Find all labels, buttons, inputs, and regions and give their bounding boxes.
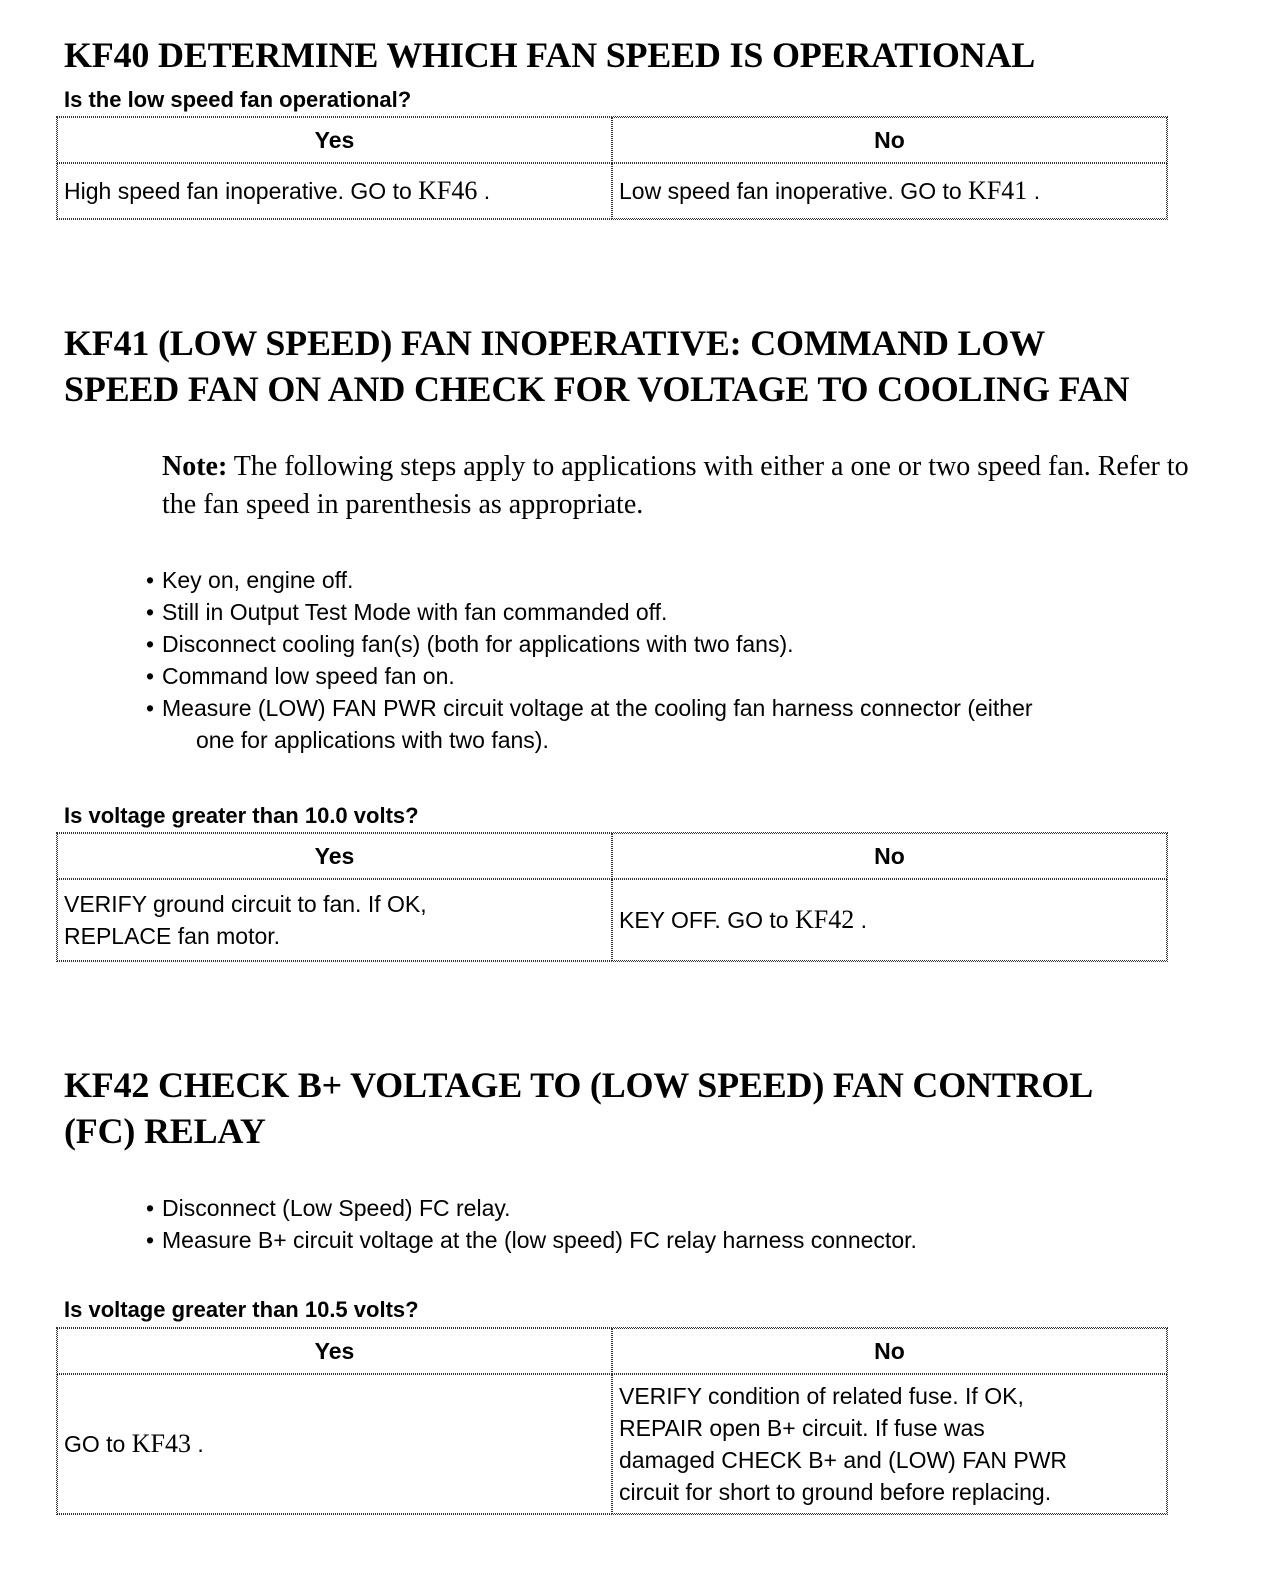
kf42-heading-line-1: KF42 CHECK B+ VOLTAGE TO (LOW SPEED) FAN CONTROL [64,1065,1094,1105]
kf42-link[interactable]: KF42 [794,905,855,934]
list-item [146,660,1236,692]
yes-header: Yes [57,117,612,163]
no-text: Low speed fan inoperative. GO to [619,178,962,204]
table-header-row [57,117,1167,163]
no-tail: . [860,907,867,933]
no-text: KEY OFF. GO to [619,907,789,933]
no-cell [612,1374,1167,1514]
kf41-steps-list [146,564,1236,756]
kf41-yes-no-table [56,832,1168,962]
kf42-heading-line-2: (FC) RELAY [64,1111,266,1151]
yes-text: High speed fan inoperative. GO to [64,178,412,204]
kf40-yes-no-table [56,116,1168,220]
step-text: Command low speed fan on. [162,663,455,689]
table-row [57,879,1167,961]
no-line-2: REPAIR open B+ circuit. If fuse was [619,1415,985,1441]
yes-header: Yes [57,833,612,879]
yes-cell [57,879,612,961]
yes-cell [57,163,612,219]
yes-tail: . [197,1431,204,1457]
list-item [146,1192,1236,1224]
step-text-continued: one for applications with two fans). [196,727,549,753]
kf46-link[interactable]: KF46 [418,176,478,205]
list-item [146,564,1236,596]
no-line-1: VERIFY condition of related fuse. If OK, [619,1383,1024,1409]
kf41-note [162,448,1222,524]
kf41-question: Is voltage greater than 10.0 volts? [64,803,419,828]
yes-line-2: REPLACE fan motor. [64,923,281,949]
yes-header: Yes [57,1328,612,1374]
step-text: Key on, engine off. [162,567,354,593]
kf41-heading-line-1: KF41 (LOW SPEED) FAN INOPERATIVE: COMMAND LOW [64,323,1046,363]
yes-cell [57,1374,612,1514]
table-row [57,1374,1167,1514]
list-item [146,628,1236,660]
kf41-heading [64,320,1129,412]
no-header: No [612,1328,1167,1374]
list-item [146,1224,1236,1256]
kf42-yes-no-table [56,1327,1168,1515]
kf41-link[interactable]: KF41 [968,176,1028,205]
no-line-4: circuit for short to ground before replacing. [619,1479,1052,1505]
step-text: Measure (LOW) FAN PWR circuit voltage at the cooling fan harness connector (either [162,695,1033,721]
no-line-3: damaged CHECK B+ and (LOW) FAN PWR [619,1447,1068,1473]
no-cell [612,879,1167,961]
step-text: Still in Output Test Mode with fan commanded off. [162,599,668,625]
kf42-heading [64,1062,1093,1154]
yes-line-1: VERIFY ground circuit to fan. If OK, [64,891,427,917]
list-item [146,692,1236,756]
note-label: Note: [162,451,228,482]
kf42-steps-list [146,1192,1236,1256]
no-cell [612,163,1167,219]
no-tail: . [1033,178,1041,204]
step-text: Disconnect cooling fan(s) (both for applications with two fans). [162,631,794,657]
step-text: Disconnect (Low Speed) FC relay. [162,1195,511,1221]
table-header-row [57,833,1167,879]
kf42-question: Is voltage greater than 10.5 volts? [64,1297,419,1322]
step-text: Measure B+ circuit voltage at the (low speed) FC relay harness connector. [162,1227,917,1253]
kf40-heading-line-1: KF40 DETERMINE WHICH FAN SPEED IS OPERATIONAL [64,35,1036,75]
yes-tail: . [483,178,491,204]
no-header: No [612,833,1167,879]
table-row [57,163,1167,219]
kf41-heading-line-2: SPEED FAN ON AND CHECK FOR VOLTAGE TO COOLING FAN [64,369,1130,409]
kf40-question: Is the low speed fan operational? [64,87,412,112]
table-header-row [57,1328,1167,1374]
kf40-heading [64,32,1035,78]
no-header: No [612,117,1167,163]
yes-text: GO to [64,1431,126,1457]
kf43-link[interactable]: KF43 [131,1429,191,1458]
list-item [146,596,1236,628]
note-text: The following steps apply to applications with either a one or two speed fan. Refer to the fan speed in parenthesis as appropriate. [162,451,1189,520]
